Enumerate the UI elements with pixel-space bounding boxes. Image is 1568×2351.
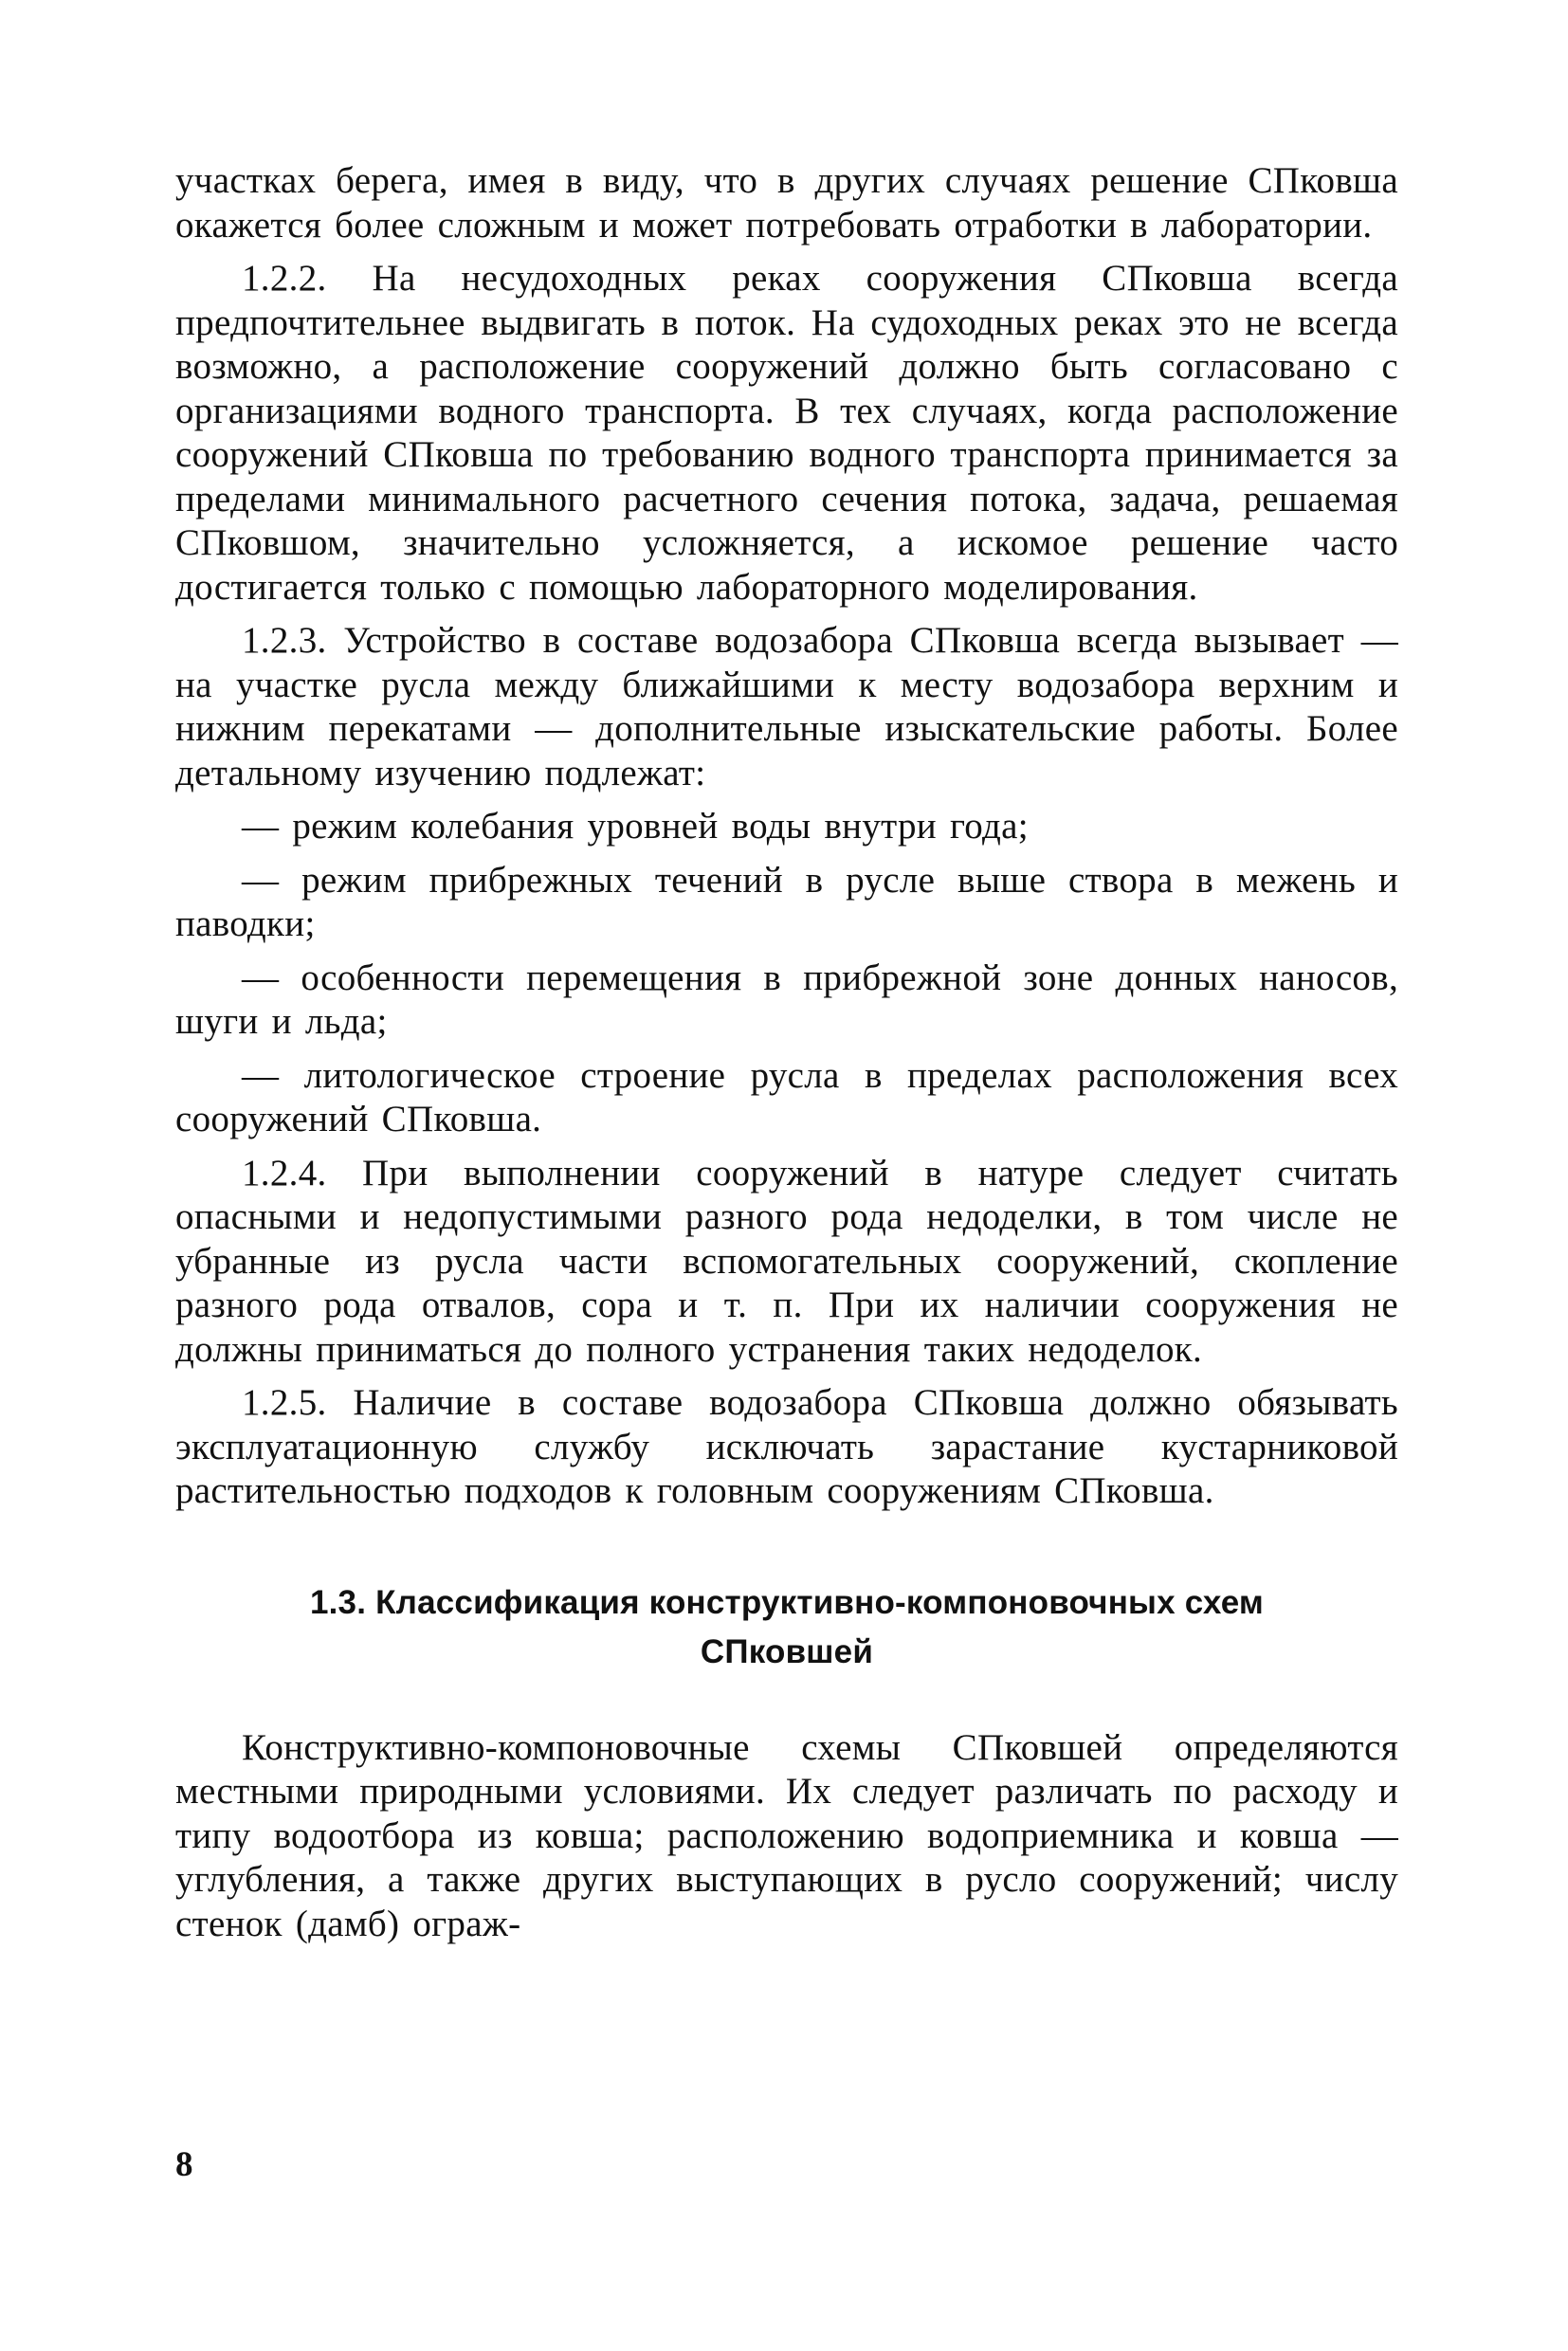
paragraph-1-2-3: 1.2.3. Устройство в составе водозабора СПковша всегда вызывает — на участке русла между ближайшими к месту водозабора верхним и нижним перекатами — дополнительные изыскательские работы. Более детальному изучению подлежат:	[175, 620, 1398, 793]
page-number: 8	[175, 2145, 193, 2184]
section-heading-line-2: СПковшей	[700, 1632, 874, 1670]
list-item-currents: — режим прибрежных течений в русле выше створа в межень и паводки;	[175, 859, 1398, 944]
page-body	[175, 159, 1398, 1946]
paragraph-continuation: участках берега, имея в виду, что в других случаях решение СПковша окажется более сложным и может потребовать отработки в лаборатории.	[175, 160, 1398, 246]
list-item-sediments: — особенности перемещения в прибрежной зоне донных наносов, шуги и льда;	[175, 957, 1398, 1042]
section-heading	[175, 1578, 1398, 1677]
list-item-water-levels: — режим колебания уровней воды внутри года;	[242, 806, 1029, 847]
paragraph-classification: Конструктивно-компоновочные схемы СПковшей определяются местными природными условиями. Их следует различать по расходу и типу водоотбора из ковша; расположению водоприемника и ковша — углубления, а также других выступающих в русло сооружений; числу стенок (дамб) ограж-	[175, 1726, 1398, 1944]
paragraph-1-2-5: 1.2.5. Наличие в составе водозабора СПковша должно обязывать эксплуатационную службу исключать зарастание кустарниковой растительностью подходов к головным сооружениям СПковша.	[175, 1382, 1398, 1511]
paragraph-1-2-4: 1.2.4. При выполнении сооружений в натуре следует считать опасными и недопустимыми разного рода недоделки, в том числе не убранные из русла части вспомогательных сооружений, скопление разного рода отвалов, сора и т. п. При их наличии сооружения не должны приниматься до полного устранения таких недоделок.	[175, 1152, 1398, 1370]
section-heading-line-1: 1.3. Классификация конструктивно-компоновочных схем	[309, 1583, 1265, 1621]
list-item-lithology: — литологическое строение русла в пределах расположения всех сооружений СПковша.	[175, 1054, 1398, 1139]
paragraph-1-2-2: 1.2.2. На несудоходных реках сооружения СПковша всегда предпочтительнее выдвигать в поток. На судоходных реках это не всегда возможно, а расположение сооружений должно быть согласовано с организациями водного транспорта. В тех случаях, когда расположение сооружений СПковша по требованию водного транспорта принимается за пределами минимального расчетного сечения потока, задача, решаемая СПковшом, значительно усложняется, а искомое решение часто достигается только с помощью лабораторного моделирования.	[175, 258, 1398, 608]
